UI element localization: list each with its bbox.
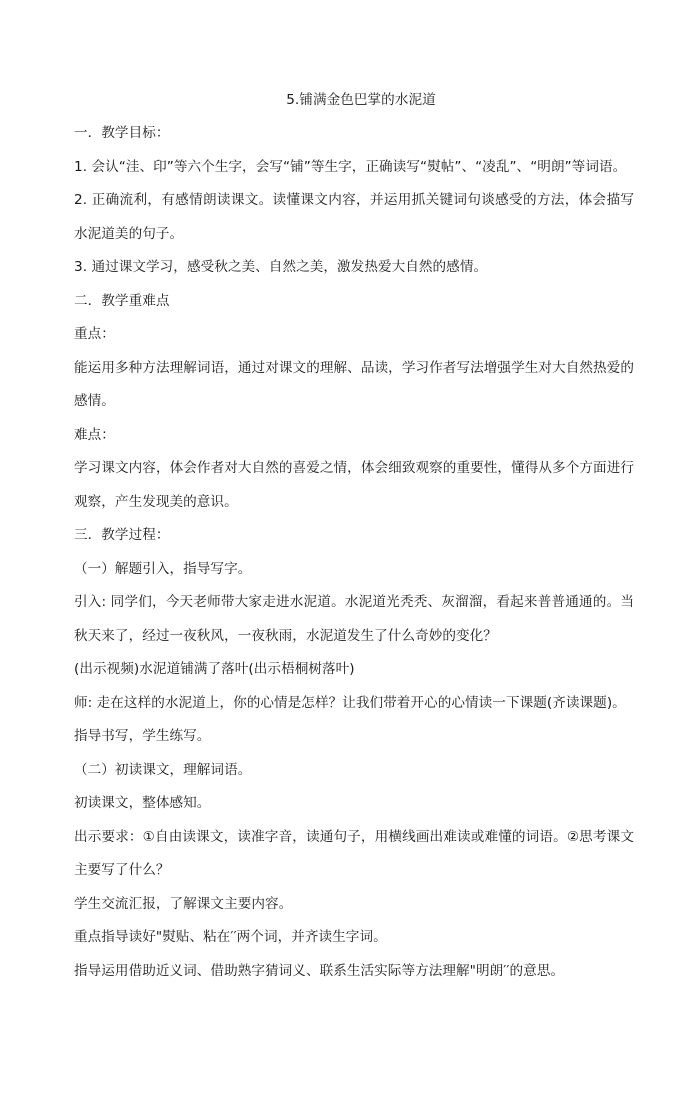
difficulty-text: 学习课文内容，体会作者对大自然的喜爱之情，体会细致观察的重要性，懂得从多个方面进行观察，产生发现美的意识。 [74,460,634,510]
intro-paragraph: 引入: 同学们，今天老师带大家走进水泥道。水泥道光秃秃、灰溜溜，看起来普普通通的。当秋天来了，经过一夜秋风，一夜秋雨，水泥道发生了什么奇妙的变化？ [74,594,634,644]
section-heading-key-points: 二．教学重难点 [74,292,170,309]
subsection-heading-1: （一）解题引入，指导写字。 [74,560,252,577]
key-point-text: 能运用多种方法理解词语，通过对课文的理解、品读，学习作者写法增强学生对大自然热爱的感情。 [74,359,634,409]
teacher-prompt: 师: 走在这样的水泥道上，你的心情是怎样？让我们带着开心的心情读一下课题(齐读课题)。 [74,694,626,711]
student-report: 学生交流汇报，了解课文主要内容。 [74,895,293,912]
subsection-heading-2: （二）初读课文，理解词语。 [74,761,252,778]
objective-2: 2. 正确流利，有感情朗读课文。读懂课文内容，并运用抓关键词句谈感受的方法，体会描写水泥道美的句子。 [74,192,634,242]
writing-guidance: 指导书写，学生练写。 [74,728,211,744]
requirements: 出示要求：①自由读课文，读准字音，读通句子，用横线画出难读或难懂的词语。②思考课文主要写了什么？ [74,828,634,878]
video-note: (出示视频)水泥道铺满了落叶(出示梧桐树落叶) [74,661,355,677]
section-heading-objectives: 一．教学目标： [74,125,170,141]
reading-guidance: 重点指导读好"熨贴、粘在′′两个词，并齐读生字词。 [74,929,387,945]
first-reading: 初读课文，整体感知。 [74,795,211,811]
key-point-label: 重点： [74,326,115,342]
document-title: 5.铺满金色巴掌的水泥道 [286,92,436,108]
document-body [74,84,634,988]
objective-1: 1. 会认“洼、印”等六个生字，会写“铺”等生字，正确读写“熨帖”、“凌乱”、“明朗”等词语。 [74,158,627,175]
section-heading-process: 三．教学过程： [74,527,170,543]
difficulty-label: 难点： [74,426,115,443]
objective-3: 3. 通过课文学习，感受秋之美、自然之美，激发热爱大自然的感情。 [74,259,488,275]
meaning-guidance: 指导运用借助近义词、借助熟字猜词义、联系生活实际等方法理解"明朗′′的意思。 [74,962,565,979]
